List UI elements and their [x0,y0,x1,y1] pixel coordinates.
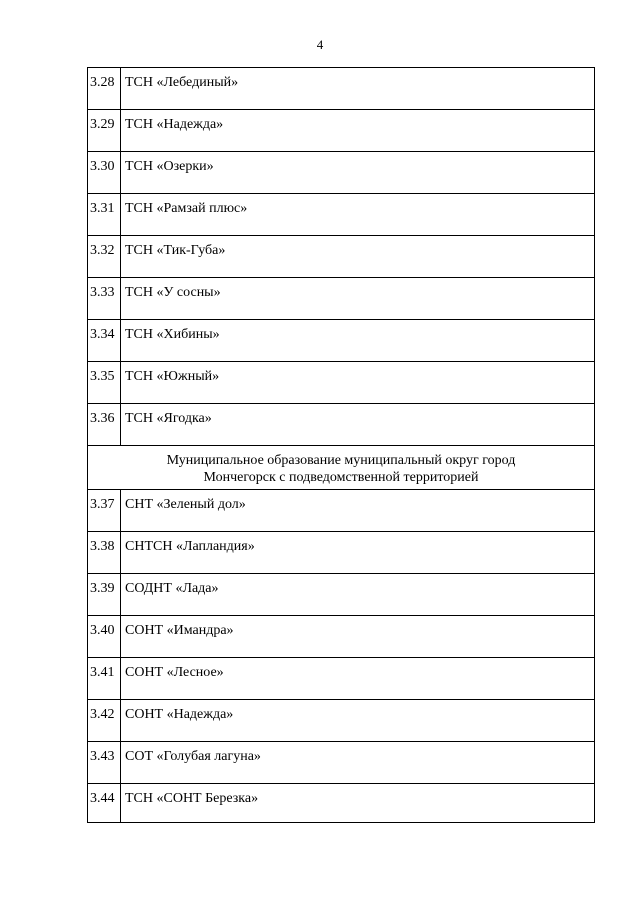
organizations-table [87,67,595,823]
row-name: ТСН «Озерки» [121,152,595,194]
row-name: ТСН «Тик-Губа» [121,236,595,278]
row-number: 3.31 [88,194,121,236]
table-row [88,658,595,700]
row-number: 3.34 [88,320,121,362]
row-number: 3.28 [88,68,121,110]
table-row [88,742,595,784]
row-name: СОНТ «Имандра» [121,616,595,658]
table-row [88,362,595,404]
table-row [88,616,595,658]
section-header-row [88,446,595,490]
row-number: 3.32 [88,236,121,278]
row-name: СОНТ «Лесное» [121,658,595,700]
row-number: 3.35 [88,362,121,404]
row-number: 3.40 [88,616,121,658]
row-name: СОНТ «Надежда» [121,700,595,742]
row-name: ТСН «Хибины» [121,320,595,362]
row-name: ТСН «Надежда» [121,110,595,152]
row-name: ТСН «Южный» [121,362,595,404]
table-row [88,320,595,362]
row-name: ТСН «Рамзай плюс» [121,194,595,236]
row-number: 3.37 [88,490,121,532]
row-number: 3.44 [88,784,121,823]
row-number: 3.38 [88,532,121,574]
section-header-line: Мончегорск с подведомственной территорией [203,470,479,485]
table-row [88,700,595,742]
row-number: 3.30 [88,152,121,194]
row-number: 3.39 [88,574,121,616]
section-header [88,446,595,490]
row-number: 3.29 [88,110,121,152]
table-row [88,574,595,616]
table-row [88,532,595,574]
row-name: СОДНТ «Лада» [121,574,595,616]
page-number: 4 [316,37,324,52]
row-name: СОТ «Голубая лагуна» [121,742,595,784]
table-row [88,152,595,194]
row-name: ТСН «Лебединый» [121,68,595,110]
row-number: 3.43 [88,742,121,784]
row-number: 3.33 [88,278,121,320]
row-name: ТСН «СОНТ Березка» [121,784,595,823]
table-row [88,784,595,823]
row-name: ТСН «У сосны» [121,278,595,320]
section-header-line: Муниципальное образование муниципальный округ город [166,453,516,468]
row-name: СНТСН «Лапландия» [121,532,595,574]
row-number: 3.42 [88,700,121,742]
row-number: 3.36 [88,404,121,446]
row-number: 3.41 [88,658,121,700]
table-row [88,278,595,320]
table-row [88,490,595,532]
table-row [88,236,595,278]
table-row [88,194,595,236]
row-name: ТСН «Ягодка» [121,404,595,446]
table-row [88,68,595,110]
table-row [88,110,595,152]
table-row [88,404,595,446]
row-name: СНТ «Зеленый дол» [121,490,595,532]
